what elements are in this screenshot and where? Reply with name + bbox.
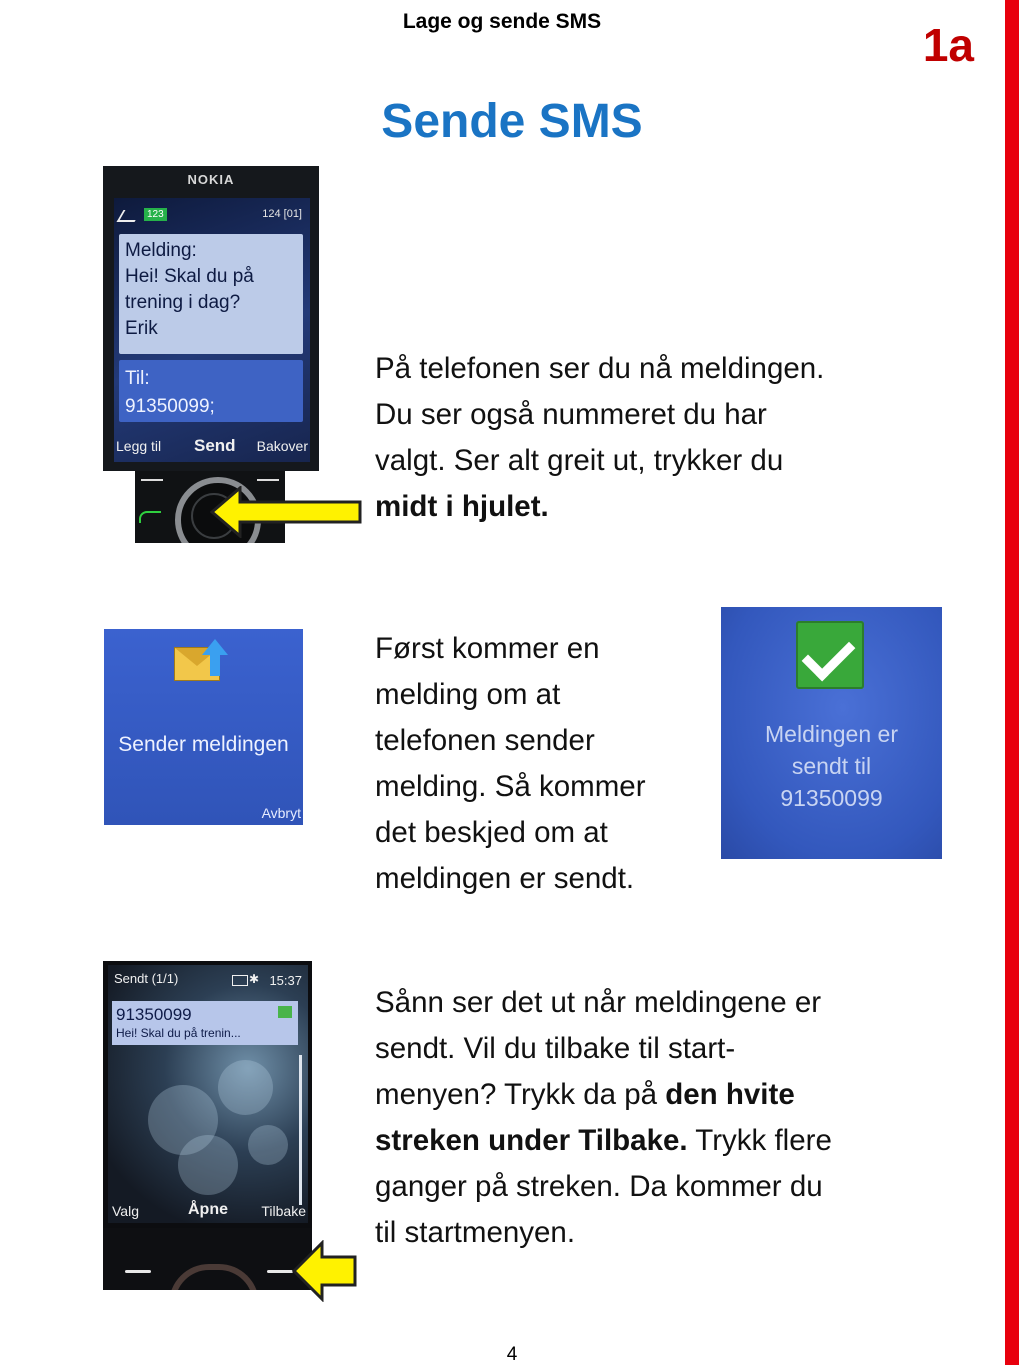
sent-check-icon — [278, 1006, 292, 1018]
sending-label: Sender meldingen — [118, 733, 289, 756]
message-box — [119, 234, 303, 354]
brand-label: NOKIA — [187, 172, 235, 187]
phone-screen — [108, 965, 308, 1223]
text-line: Først kommer en — [375, 632, 600, 665]
softkey-open: Åpne — [188, 1201, 228, 1218]
yellow-arrow-icon — [210, 486, 364, 538]
char-counter: 124 [01] — [262, 208, 302, 220]
sent-line: 91350099 — [780, 785, 883, 811]
text-line: valgt. Ser alt greit ut, trykker du — [375, 444, 784, 477]
softkey-left: Legg til — [116, 438, 162, 454]
text-line: melding. Så kommer — [375, 770, 646, 803]
status-bar — [120, 208, 304, 226]
right-key-line — [257, 479, 279, 481]
recipient-number: 91350099; — [125, 396, 215, 417]
text-line: På telefonen ser du nå meldingen. — [375, 352, 825, 385]
mail-icon — [232, 975, 248, 986]
softkey-left: Valg — [112, 1203, 139, 1219]
sending-screen-photo — [104, 629, 303, 825]
input-mode-badge: 123 — [144, 208, 167, 221]
call-key-icon — [139, 511, 161, 523]
message-line: trening i dag? — [125, 292, 241, 313]
folder-label: Sendt (1/1) — [114, 971, 179, 986]
sent-line: sendt til — [791, 753, 872, 779]
chapter-badge: 1a — [922, 19, 974, 71]
left-key-line — [141, 479, 163, 481]
clock: 15:37 — [269, 973, 302, 988]
emphasis-text: den hvite — [665, 1078, 795, 1111]
instruction-paragraph-2 — [375, 626, 705, 902]
phone-screen — [114, 198, 310, 462]
text-line: sendt. Vil du tilbake til start- — [375, 1032, 736, 1065]
phone-photo-sent-folder — [103, 961, 312, 1228]
text-line: det beskjed om at — [375, 816, 608, 849]
sent-line: Meldingen er — [765, 721, 898, 747]
page-title: Sende SMS — [381, 95, 643, 148]
list-item — [112, 1001, 298, 1045]
text-line: til startmenyen. — [375, 1216, 576, 1249]
status-bar — [114, 971, 304, 993]
emphasis-text: streken under Tilbake. — [375, 1124, 688, 1157]
page-number: 4 — [506, 1344, 518, 1365]
scrollbar — [299, 1055, 302, 1205]
header-title: Lage og sende SMS — [402, 10, 602, 33]
recipient-label: Til: — [125, 368, 150, 389]
upload-arrow-icon — [202, 639, 228, 655]
cancel-label: Avbryt — [261, 805, 301, 821]
right-key-line — [267, 1270, 293, 1273]
recipient-number: 91350099 — [116, 1005, 192, 1024]
sent-screen-photo — [721, 607, 942, 859]
text-line: Du ser også nummeret du har — [375, 398, 767, 431]
yellow-arrow-icon — [292, 1240, 358, 1302]
message-line: Melding: — [125, 240, 197, 261]
text-line: melding om at — [375, 678, 561, 711]
phone-keypad — [103, 1228, 312, 1290]
softkey-back: Tilbake — [261, 1203, 306, 1219]
text-line: meldingen er sendt. — [375, 862, 635, 895]
phone-photo-message — [103, 166, 319, 471]
text-line: Sånn ser det ut når meldingene er — [375, 986, 822, 1019]
text-line: telefonen sender — [375, 724, 595, 757]
emphasis-text: midt i hjulet. — [375, 490, 549, 523]
instruction-paragraph-3 — [375, 980, 955, 1256]
softkey-right: Bakover — [256, 438, 308, 454]
text-segment: Trykk flere — [687, 1124, 832, 1157]
signal-icon — [117, 210, 142, 222]
side-accent-bar — [1005, 0, 1019, 1365]
text-segment: menyen? Trykk da på — [375, 1078, 666, 1111]
bluetooth-icon: ✱ — [248, 972, 259, 986]
message-line: Hei! Skal du på — [125, 266, 254, 287]
instruction-paragraph-1 — [375, 346, 935, 530]
message-line: Erik — [125, 318, 158, 339]
text-line: ganger på streken. Da kommer du — [375, 1170, 823, 1203]
navigation-wheel — [169, 1264, 259, 1290]
softkey-send: Send — [194, 436, 236, 455]
recipient-box — [119, 360, 303, 422]
left-key-line — [125, 1270, 151, 1273]
check-icon — [796, 621, 864, 689]
message-preview: Hei! Skal du på trenin... — [116, 1026, 241, 1040]
